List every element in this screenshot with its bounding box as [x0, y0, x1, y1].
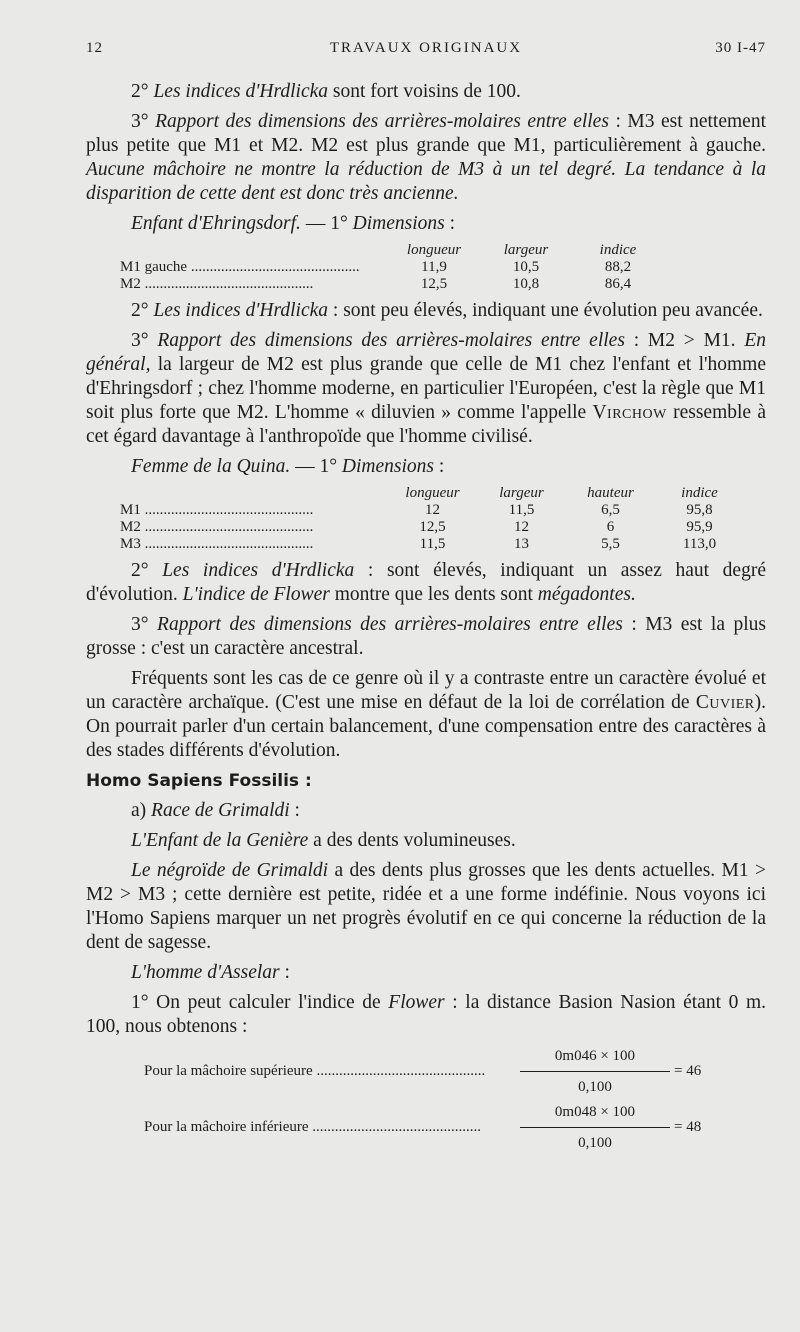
- column-header: indice: [599, 242, 637, 258]
- section-heading-homo-sapiens: Homo Sapiens Fossilis :: [86, 771, 312, 791]
- table-row: M1 ..... 12 11,5 6,5 95,8: [120, 502, 744, 519]
- dimensions-table-ehringsdorf: [120, 242, 664, 293]
- table-row: M3 ..... 11,5 13 5,5 113,0: [120, 536, 744, 553]
- header-date: 30 I-47: [715, 40, 766, 56]
- column-header: indice: [681, 485, 718, 501]
- page-number: 12: [86, 40, 103, 56]
- table-row: M2 ..... 12,5 10,8 86,4: [120, 276, 664, 293]
- table-row: M2 ..... 12,5 12 6 95,9: [120, 519, 744, 536]
- paragraph: 2° Les indices d'Hrdlicka sont fort voisins de 100.: [131, 81, 521, 102]
- paragraph: Fréquents sont les cas de ce genre où il y a contraste entre un caractère évolué et un caractère archaïque. (C'est une mise en défaut de la loi de corrélation de Cuvier). On pourrait parler d'un certain balancement, d'une compensation entre des caractères à des stades différents d'évolution.: [86, 668, 766, 761]
- section-heading: Enfant d'Ehringsdorf. — 1° Dimensions :: [131, 213, 456, 234]
- page-body: [86, 80, 766, 1153]
- paragraph: 1° On peut calculer l'indice de Flower : la distance Basion Nasion étant 0 m. 100, nous obtenons :: [86, 992, 766, 1037]
- subsection-heading: L'homme d'Asselar :: [131, 962, 290, 983]
- paragraph: Le négroïde de Grimaldi a des dents plus grosses que les dents actuelles. M1 > M2 > M3 ; cette dernière est petite, ridée et a une forme indéfinie. Nous voyons ici l'Homo Sapiens marquer un net progrès évolutif en ce qui concerne la réduction de la dent de sagesse.: [86, 860, 766, 953]
- column-header: largeur: [499, 485, 544, 501]
- paragraph: 2° Les indices d'Hrdlicka : sont peu élevés, indiquant une évolution peu avancée.: [131, 300, 763, 321]
- column-header: longueur: [405, 485, 460, 501]
- column-header: longueur: [406, 242, 462, 258]
- dimensions-table-quina: [120, 485, 744, 553]
- formula-upper-jaw: Pour la mâchoire supérieure ..... 0m046 × 100 0,100 = 46: [144, 1045, 766, 1097]
- subsection-heading: a) Race de Grimaldi :: [131, 800, 300, 821]
- column-header: hauteur: [587, 485, 634, 501]
- table-row: M1 gauche ..... 11,9 10,5 88,2: [120, 259, 664, 276]
- paragraph: 2° Les indices d'Hrdlicka : sont élevés, indiquant un assez haut degré d'évolution. L'indice de Flower montre que les dents sont mégadontes.: [86, 560, 766, 605]
- column-header: largeur: [503, 242, 549, 258]
- formula-lower-jaw: Pour la mâchoire inférieure ..... 0m048 × 100 0,100 = 48: [144, 1101, 766, 1153]
- paragraph: 3° Rapport des dimensions des arrières-molaires entre elles : M3 est la plus grosse : c'est un caractère ancestral.: [86, 614, 766, 659]
- running-title: TRAVAUX ORIGINAUX: [329, 40, 523, 56]
- running-header: [86, 40, 766, 62]
- paragraph: L'Enfant de la Genière a des dents volumineuses.: [131, 830, 516, 851]
- section-heading: Femme de la Quina. — 1° Dimensions :: [131, 456, 445, 477]
- paragraph: 3° Rapport des dimensions des arrières-molaires entre elles : M3 est nettement plus petite que M1 et M2. M2 est plus grande que M1, particulièrement à gauche. Aucune mâchoire ne montre la réduction de M3 à un tel degré. La tendance à la disparition de cette dent est donc très ancienne.: [86, 111, 766, 204]
- paragraph: 3° Rapport des dimensions des arrières-molaires entre elles : M2 > M1. En général, la largeur de M2 est plus grande que celle de M1 chez l'enfant et l'homme d'Ehringsdorf ; chez l'homme moderne, en particulier l'Européen, c'est la règle que M1 soit plus forte que M2. L'homme « diluvien » comme l'appelle Virchow ressemble à cet égard davantage à l'anthropoïde que l'homme civilisé.: [86, 330, 766, 447]
